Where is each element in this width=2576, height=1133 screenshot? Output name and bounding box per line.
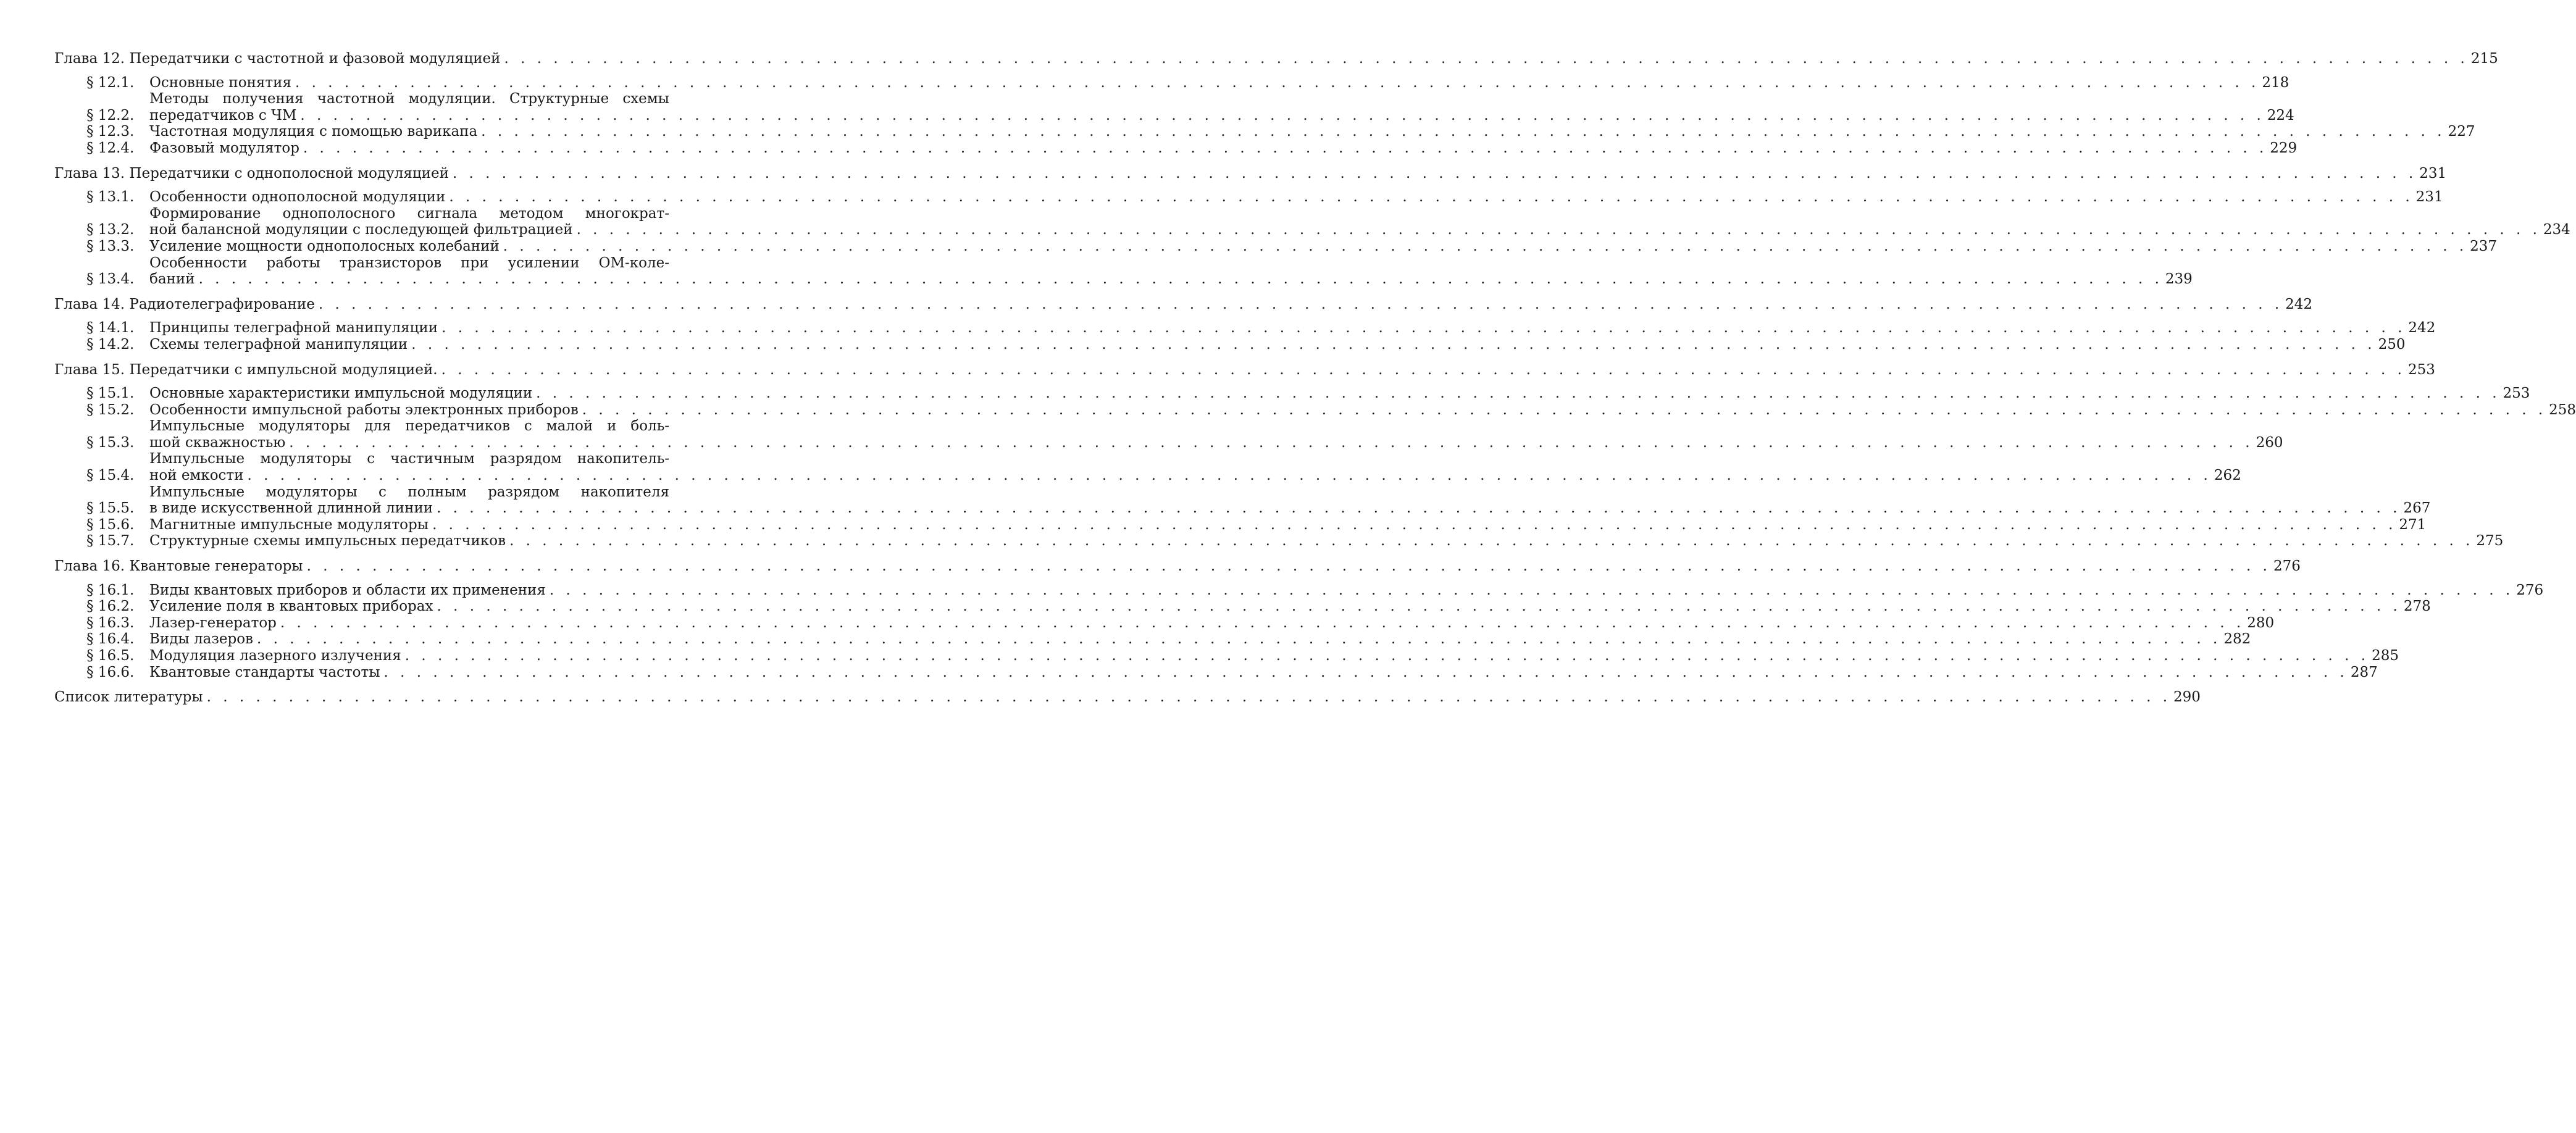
section-title-text: Усиление поля в квантовых приборах xyxy=(149,598,433,615)
toc-section[interactable] xyxy=(86,320,2436,337)
section-title-text: передатчиков с ЧМ xyxy=(149,107,297,123)
section-body xyxy=(149,483,2431,517)
section-title-text: Принципы телеграфной манипуляции xyxy=(149,320,438,337)
section-body xyxy=(149,582,2544,599)
section-number: § 13.3. xyxy=(86,238,135,254)
dot-leader: . . . . . . . . . . . . . . . . . . . . . . . . . . . . . . . . . . . . . . . . . . . . . . . . . . . . . . . . . . . . . . . . . . . . . . . . . . . . . . . . . . . . . . . . . . . . . . . . . . . . . . . . . . . . . . . . . . . . . . . . xyxy=(576,222,2541,238)
page-number: 234 xyxy=(2543,222,2570,238)
section-number: § 16.4. xyxy=(86,631,135,648)
section-title-line: Импульсные модуляторы для передатчиков с малой и боль- xyxy=(149,418,669,435)
page-number: 242 xyxy=(2408,320,2436,337)
section-title-last-line xyxy=(149,222,2570,238)
section-body xyxy=(149,631,2251,648)
section-number: § 13.4. xyxy=(86,271,135,288)
dot-leader: . . . . . . . . . . . . . . . . . . . . . . . . . . . . . . . . . . . . . . . . . . . . . . . . . . . . . . . . . . . . . . . . . . . . . . . . . . . . . . . . . . . . . . . . . . . . . . . . . . . . . . . . . . . . . . . . . . . . . . . . xyxy=(306,558,2271,575)
toc-section[interactable] xyxy=(86,74,2290,91)
section-title-last-line xyxy=(149,107,2294,124)
page-number: 218 xyxy=(2262,74,2290,91)
chapter-title xyxy=(54,51,500,67)
section-title-line: Методы получения частотной модуляции. Структурные схемы xyxy=(149,91,669,107)
chapter-line[interactable] xyxy=(54,558,2301,575)
dot-leader: . . . . . . . . . . . . . . . . . . . . . . . . . . . . . . . . . . . . . . . . . . . . . . . . . . . . . . . . . . . . . . . . . . . . . . . . . . . . . . . . . . . . . . . . . . . . . . . . . . . . . . . . . . . . . . . . . . . . . . . . xyxy=(289,434,2254,451)
chapter-label: Глава 15. xyxy=(54,361,125,378)
chapter-title xyxy=(54,165,449,182)
section-title-text: ной балансной модуляции с последующей фильтрацией xyxy=(149,222,573,238)
page-number: 253 xyxy=(2503,385,2530,402)
page-number: 215 xyxy=(2470,51,2498,67)
dot-leader: . . . . . . . . . . . . . . . . . . . . . . . . . . . . . . . . . . . . . . . . . . . . . . . . . . . . . . . . . . . . . . . . . . . . . . . . . . . . . . . . . . . . . . . . . . . . . . . . . . . . . . . . . . . . . . . . . . . . . . . . xyxy=(300,107,2265,123)
section-body xyxy=(149,401,2576,419)
page-number: 280 xyxy=(2247,614,2275,631)
section-number: § 15.3. xyxy=(86,434,135,451)
section-title-line: Импульсные модуляторы с полным разрядом накопителя xyxy=(149,483,669,500)
section-title-text: Усиление мощности однополосных колебаний xyxy=(149,238,500,254)
section-body xyxy=(149,418,2283,451)
page-number: 290 xyxy=(2173,689,2201,706)
page-number: 267 xyxy=(2403,500,2431,517)
toc-chapter xyxy=(54,165,2570,288)
section-number: § 15.4. xyxy=(86,467,135,484)
dot-leader: . . . . . . . . . . . . . . . . . . . . . . . . . . . . . . . . . . . . . . . . . . . . . . . . . . . . . . . . . . . . . . . . . . . . . . . . . . . . . . . . . . . . . . . . . . . . . . . . . . . . . . . . . . . . . . . . . . . . . . . . xyxy=(247,467,2212,484)
section-title-last-line xyxy=(149,648,2399,664)
dot-leader: . . . . . . . . . . . . . . . . . . . . . . . . . . . . . . . . . . . . . . . . . . . . . . . . . . . . . . . . . . . . . . . . . . . . . . . . . . . . . . . . . . . . . . . . . . . . . . . . . . . . . . . . . . . . . . . . . . . . . . . . xyxy=(582,401,2547,418)
section-body xyxy=(149,516,2427,533)
page-number: 278 xyxy=(2403,598,2431,615)
section-title-last-line xyxy=(149,74,2290,91)
chapter-title-text: Квантовые генераторы xyxy=(129,558,303,575)
section-body xyxy=(149,336,2406,353)
toc-section[interactable] xyxy=(86,648,2399,664)
toc-chapter xyxy=(54,296,2436,353)
section-body xyxy=(149,614,2275,632)
dot-leader: . . . . . . . . . . . . . . . . . . . . . . . . . . . . . . . . . . . . . . . . . . . . . . . . . . . . . . . . . . . . . . . . . . . . . . . . . . . . . . . . . . . . . . . . . . . . . . . . . . . . . . . . . . . . . . . . . . . . . . . . xyxy=(503,238,2468,254)
toc-section[interactable] xyxy=(86,516,2427,533)
section-body xyxy=(149,91,2294,123)
dot-leader: . . . . . . . . . . . . . . . . . . . . . . . . . . . . . . . . . . . . . . . . . . . . . . . . . . . . . . . . . . . . . . . . . . . . . . . . . . . . . . . . . . . . . . . . . . . . . . . . . . . . . . . . . . . . . . . . . . . . . . . . xyxy=(481,123,2446,140)
section-list xyxy=(54,189,2570,288)
section-title-text: Виды квантовых приборов и области их применения xyxy=(149,582,546,598)
section-title-last-line xyxy=(149,614,2275,632)
section-title-text: Виды лазеров xyxy=(149,631,254,648)
page-number: 227 xyxy=(2448,123,2475,140)
section-number: § 12.2. xyxy=(86,107,135,123)
section-title-text: Квантовые стандарты частоты xyxy=(149,664,380,680)
dot-leader: . . . . . . . . . . . . . . . . . . . . . . . . . . . . . . . . . . . . . . . . . . . . . . . . . . . . . . . . . . . . . . . . . . . . . . . . . . . . . . . . . . . . . . . . . . . . . . . . . . . . . . . . . . . . . . . . . . . . . . . . xyxy=(383,664,2348,680)
page-number: 262 xyxy=(2214,467,2241,484)
toc-section[interactable] xyxy=(86,614,2275,632)
page-number: 229 xyxy=(2270,140,2298,156)
dot-leader: . . . . . . . . . . . . . . . . . . . . . . . . . . . . . . . . . . . . . . . . . . . . . . . . . . . . . . . . . . . . . . . . . . . . . . . . . . . . . . . . . . . . . . . . . . . . . . . . . . . . . . . . . . . . . . . . . . . . . . . . xyxy=(452,165,2417,182)
dot-leader: . . . . . . . . . . . . . . . . . . . . . . . . . . . . . . . . . . . . . . . . . . . . . . . . . . . . . . . . . . . . . . . . . . . . . . . . . . . . . . . . . . . . . . . . . . . . . . . . . . . . . . . . . . . . . . . . . . . . . . . . xyxy=(509,533,2474,550)
toc-section[interactable] xyxy=(86,598,2431,615)
toc-section[interactable] xyxy=(86,385,2530,402)
dot-leader: . . . . . . . . . . . . . . . . . . . . . . . . . . . . . . . . . . . . . . . . . . . . . . . . . . . . . . . . . . . . . . . . . . . . . . . . . . . . . . . . . . . . . . . . . . . . . . . . . . . . . . . . . . . . . . . . . . . . . . . . xyxy=(504,51,2469,67)
section-body xyxy=(149,451,2241,484)
toc-chapter xyxy=(54,361,2576,550)
toc-section[interactable] xyxy=(86,483,2431,517)
dot-leader: . . . . . . . . . . . . . . . . . . . . . . . . . . . . . . . . . . . . . . . . . . . . . . . . . . . . . . . . . . . . . . . . . . . . . . . . . . . . . . . . . . . . . . . . . . . . . . . . . . . . . . . . . . . . . . . . . . . . . . . . xyxy=(404,648,2370,664)
section-title-last-line xyxy=(149,189,2443,206)
section-title-last-line xyxy=(149,516,2427,533)
section-title-text: Схемы телеграфной манипуляции xyxy=(149,336,408,353)
section-title-last-line xyxy=(149,500,2431,517)
section-number: § 14.1. xyxy=(86,320,135,337)
section-title-last-line xyxy=(149,533,2504,550)
section-body xyxy=(149,140,2298,157)
page-number: 260 xyxy=(2256,434,2283,451)
chapter-title-text: Передатчики с импульсной модуляцией. xyxy=(129,361,438,378)
section-title-last-line xyxy=(149,631,2251,648)
dot-leader: . . . . . . . . . . . . . . . . . . . . . . . . . . . . . . . . . . . . . . . . . . . . . . . . . . . . . . . . . . . . . . . . . . . . . . . . . . . . . . . . . . . . . . . . . . . . . . . . . . . . . . . . . . . . . . . . . . . . . . . . xyxy=(449,189,2414,206)
toc-section[interactable] xyxy=(86,254,2193,288)
table-of-contents xyxy=(54,51,2576,714)
dot-leader: . . . . . . . . . . . . . . . . . . . . . . . . . . . . . . . . . . . . . . . . . . . . . . . . . . . . . . . . . . . . . . . . . . . . . . . . . . . . . . . . . . . . . . . . . . . . . . . . . . . . . . . . . . . . . . . . . . . . . . . . xyxy=(536,385,2501,402)
section-title-last-line xyxy=(149,467,2241,484)
page-number: 276 xyxy=(2516,582,2544,598)
chapter-line[interactable] xyxy=(54,361,2435,378)
section-title-last-line xyxy=(149,385,2530,402)
section-body xyxy=(149,664,2378,681)
section-number: § 15.2. xyxy=(86,401,135,418)
section-title-last-line xyxy=(149,598,2431,615)
section-title-text: шой скважностью xyxy=(149,434,286,451)
section-number: § 14.2. xyxy=(86,336,135,353)
dot-leader: . . . . . . . . . . . . . . . . . . . . . . . . . . . . . . . . . . . . . . . . . . . . . . . . . . . . . . . . . . . . . . . . . . . . . . . . . . . . . . . . . . . . . . . . . . . . . . . . . . . . . . . . . . . . . . . . . . . . . . . . xyxy=(441,320,2406,337)
chapter-title xyxy=(54,689,203,706)
dot-leader: . . . . . . . . . . . . . . . . . . . . . . . . . . . . . . . . . . . . . . . . . . . . . . . . . . . . . . . . . . . . . . . . . . . . . . . . . . . . . . . . . . . . . . . . . . . . . . . . . . . . . . . . . . . . . . . . . . . . . . . . xyxy=(206,689,2172,706)
section-title-text: Лазер-генератор xyxy=(149,614,277,631)
chapter-title xyxy=(54,558,303,575)
toc-section[interactable] xyxy=(86,401,2576,419)
page-number: 287 xyxy=(2350,664,2378,680)
section-number: § 13.2. xyxy=(86,222,135,238)
section-number: § 12.4. xyxy=(86,140,135,156)
section-title-text: Магнитные импульсные модуляторы xyxy=(149,516,429,533)
section-title-line: Импульсные модуляторы с частичным разрядом накопитель- xyxy=(149,451,669,467)
section-title-last-line xyxy=(149,401,2576,419)
toc-section[interactable] xyxy=(86,664,2378,681)
dot-leader: . . . . . . . . . . . . . . . . . . . . . . . . . . . . . . . . . . . . . . . . . . . . . . . . . . . . . . . . . . . . . . . . . . . . . . . . . . . . . . . . . . . . . . . . . . . . . . . . . . . . . . . . . . . . . . . . . . . . . . . . xyxy=(549,582,2514,598)
section-body xyxy=(149,189,2443,206)
section-title-last-line xyxy=(149,582,2544,599)
chapter-title xyxy=(54,362,438,378)
page-number: 285 xyxy=(2372,648,2399,664)
chapter-label: Глава 14. xyxy=(54,296,125,312)
section-body xyxy=(149,74,2290,91)
toc-section[interactable] xyxy=(86,123,2475,140)
section-number: § 16.1. xyxy=(86,582,135,598)
page-number: 224 xyxy=(2267,107,2294,123)
section-number: § 13.1. xyxy=(86,189,135,206)
page-number: 231 xyxy=(2415,189,2443,206)
page-number: 231 xyxy=(2419,165,2447,182)
section-title-text: в виде искусственной длинной линии xyxy=(149,500,433,517)
chapter-title-text: Список литературы xyxy=(54,689,203,706)
chapter-label: Глава 16. xyxy=(54,558,125,575)
dot-leader: . . . . . . . . . . . . . . . . . . . . . . . . . . . . . . . . . . . . . . . . . . . . . . . . . . . . . . . . . . . . . . . . . . . . . . . . . . . . . . . . . . . . . . . . . . . . . . . . . . . . . . . . . . . . . . . . . . . . . . . . xyxy=(318,296,2283,312)
dot-leader: . . . . . . . . . . . . . . . . . . . . . . . . . . . . . . . . . . . . . . . . . . . . . . . . . . . . . . . . . . . . . . . . . . . . . . . . . . . . . . . . . . . . . . . . . . . . . . . . . . . . . . . . . . . . . . . . . . . . . . . . xyxy=(432,516,2397,533)
chapter-title xyxy=(54,296,315,313)
chapter-line[interactable] xyxy=(54,296,2313,313)
section-title-text: ной емкости xyxy=(149,467,244,484)
chapter-line[interactable] xyxy=(54,165,2447,182)
page-number: 237 xyxy=(2470,238,2498,254)
chapter-label: Глава 13. xyxy=(54,165,125,182)
section-title-last-line xyxy=(149,271,2193,288)
section-title-last-line xyxy=(149,140,2298,157)
section-title-text: Основные характеристики импульсной модуляции xyxy=(149,385,533,402)
page-number: 271 xyxy=(2399,516,2427,533)
section-number: § 16.5. xyxy=(86,648,135,664)
section-title-last-line xyxy=(149,336,2406,353)
page-number: 258 xyxy=(2549,401,2576,418)
toc-section[interactable] xyxy=(86,91,2294,123)
chapter-title-text: Передатчики с однополосной модуляцией xyxy=(129,165,449,182)
section-number: § 15.1. xyxy=(86,385,135,402)
toc-section[interactable] xyxy=(86,238,2498,255)
section-title-text: Основные понятия xyxy=(149,74,291,91)
chapter-line[interactable] xyxy=(54,51,2498,67)
section-body xyxy=(149,238,2498,255)
section-list xyxy=(54,320,2436,353)
section-title-text: Частотная модуляция с помощью варикапа xyxy=(149,123,478,140)
section-number: § 16.3. xyxy=(86,614,135,631)
section-list xyxy=(54,582,2544,681)
chapter-line[interactable] xyxy=(54,689,2201,706)
dot-leader: . . . . . . . . . . . . . . . . . . . . . . . . . . . . . . . . . . . . . . . . . . . . . . . . . . . . . . . . . . . . . . . . . . . . . . . . . . . . . . . . . . . . . . . . . . . . . . . . . . . . . . . . . . . . . . . . . . . . . . . . xyxy=(411,336,2376,353)
section-title-text: Особенности однополосной модуляции xyxy=(149,189,446,206)
page-number: 282 xyxy=(2223,631,2251,648)
section-body xyxy=(149,254,2193,288)
toc-section[interactable] xyxy=(86,189,2443,206)
section-list xyxy=(54,385,2576,550)
section-title-text: Особенности импульсной работы электронных приборов xyxy=(149,401,579,418)
section-number: § 15.5. xyxy=(86,500,135,517)
section-title-text: Модуляция лазерного излучения xyxy=(149,648,401,664)
page-number: 253 xyxy=(2407,361,2435,378)
chapter-title-text: Радиотелеграфирование xyxy=(129,296,315,312)
dot-leader: . . . . . . . . . . . . . . . . . . . . . . . . . . . . . . . . . . . . . . . . . . . . . . . . . . . . . . . . . . . . . . . . . . . . . . . . . . . . . . . . . . . . . . . . . . . . . . . . . . . . . . . . . . . . . . . . . . . . . . . . xyxy=(198,271,2163,288)
section-number: § 12.1. xyxy=(86,74,135,91)
dot-leader: . . . . . . . . . . . . . . . . . . . . . . . . . . . . . . . . . . . . . . . . . . . . . . . . . . . . . . . . . . . . . . . . . . . . . . . . . . . . . . . . . . . . . . . . . . . . . . . . . . . . . . . . . . . . . . . . . . . . . . . . xyxy=(437,500,2401,517)
section-body xyxy=(149,205,2570,238)
page-number: 239 xyxy=(2165,271,2193,288)
toc-section[interactable] xyxy=(86,631,2251,648)
section-list xyxy=(54,74,2475,157)
section-body xyxy=(149,385,2530,402)
dot-leader: . . . . . . . . . . . . . . . . . . . . . . . . . . . . . . . . . . . . . . . . . . . . . . . . . . . . . . . . . . . . . . . . . . . . . . . . . . . . . . . . . . . . . . . . . . . . . . . . . . . . . . . . . . . . . . . . . . . . . . . . xyxy=(280,614,2245,631)
toc-section[interactable] xyxy=(86,451,2241,484)
dot-leader: . . . . . . . . . . . . . . . . . . . . . . . . . . . . . . . . . . . . . . . . . . . . . . . . . . . . . . . . . . . . . . . . . . . . . . . . . . . . . . . . . . . . . . . . . . . . . . . . . . . . . . . . . . . . . . . . . . . . . . . . xyxy=(257,631,2222,648)
toc-chapter xyxy=(54,689,2201,706)
section-number: § 16.2. xyxy=(86,598,135,615)
section-number: § 15.7. xyxy=(86,533,135,550)
dot-leader: . . . . . . . . . . . . . . . . . . . . . . . . . . . . . . . . . . . . . . . . . . . . . . . . . . . . . . . . . . . . . . . . . . . . . . . . . . . . . . . . . . . . . . . . . . . . . . . . . . . . . . . . . . . . . . . . . . . . . . . . xyxy=(295,74,2260,91)
page-number: 276 xyxy=(2273,558,2301,575)
section-title-line: Формирование однополосного сигнала методом многократ- xyxy=(149,205,669,222)
section-body xyxy=(149,648,2399,664)
section-title-line: Особенности работы транзисторов при усилении ОМ-коле- xyxy=(149,254,669,271)
page-number: 250 xyxy=(2378,336,2406,353)
section-title-text: Структурные схемы импульсных передатчиков xyxy=(149,533,506,550)
toc-section[interactable] xyxy=(86,418,2283,451)
toc-chapter xyxy=(54,558,2544,680)
chapter-title-text: Передатчики с частотной и фазовой модуляцией xyxy=(129,51,501,67)
toc-section[interactable] xyxy=(86,533,2504,550)
section-title-text: Фазовый модулятор xyxy=(149,140,299,156)
section-title-last-line xyxy=(149,434,2283,451)
dot-leader: . . . . . . . . . . . . . . . . . . . . . . . . . . . . . . . . . . . . . . . . . . . . . . . . . . . . . . . . . . . . . . . . . . . . . . . . . . . . . . . . . . . . . . . . . . . . . . . . . . . . . . . . . . . . . . . . . . . . . . . . xyxy=(303,140,2268,156)
section-body xyxy=(149,320,2436,337)
section-body xyxy=(149,598,2431,615)
section-title-last-line xyxy=(149,664,2378,681)
section-number: § 15.6. xyxy=(86,516,135,533)
toc-section[interactable] xyxy=(86,582,2544,599)
section-title-last-line xyxy=(149,123,2475,140)
page-number: 242 xyxy=(2285,296,2313,312)
chapter-label: Глава 12. xyxy=(54,51,125,67)
toc-section[interactable] xyxy=(86,336,2406,353)
dot-leader: . . . . . . . . . . . . . . . . . . . . . . . . . . . . . . . . . . . . . . . . . . . . . . . . . . . . . . . . . . . . . . . . . . . . . . . . . . . . . . . . . . . . . . . . . . . . . . . . . . . . . . . . . . . . . . . . . . . . . . . . xyxy=(441,361,2406,378)
page-number: 275 xyxy=(2476,533,2504,550)
toc-section[interactable] xyxy=(86,205,2570,238)
section-title-last-line xyxy=(149,320,2436,337)
toc-section[interactable] xyxy=(86,140,2298,157)
section-body xyxy=(149,533,2504,550)
section-title-text: баний xyxy=(149,271,195,288)
section-number: § 12.3. xyxy=(86,123,135,140)
section-title-last-line xyxy=(149,238,2498,255)
dot-leader: . . . . . . . . . . . . . . . . . . . . . . . . . . . . . . . . . . . . . . . . . . . . . . . . . . . . . . . . . . . . . . . . . . . . . . . . . . . . . . . . . . . . . . . . . . . . . . . . . . . . . . . . . . . . . . . . . . . . . . . . xyxy=(437,598,2401,615)
section-number: § 16.6. xyxy=(86,664,135,680)
section-body xyxy=(149,123,2475,140)
toc-chapter xyxy=(54,51,2498,157)
